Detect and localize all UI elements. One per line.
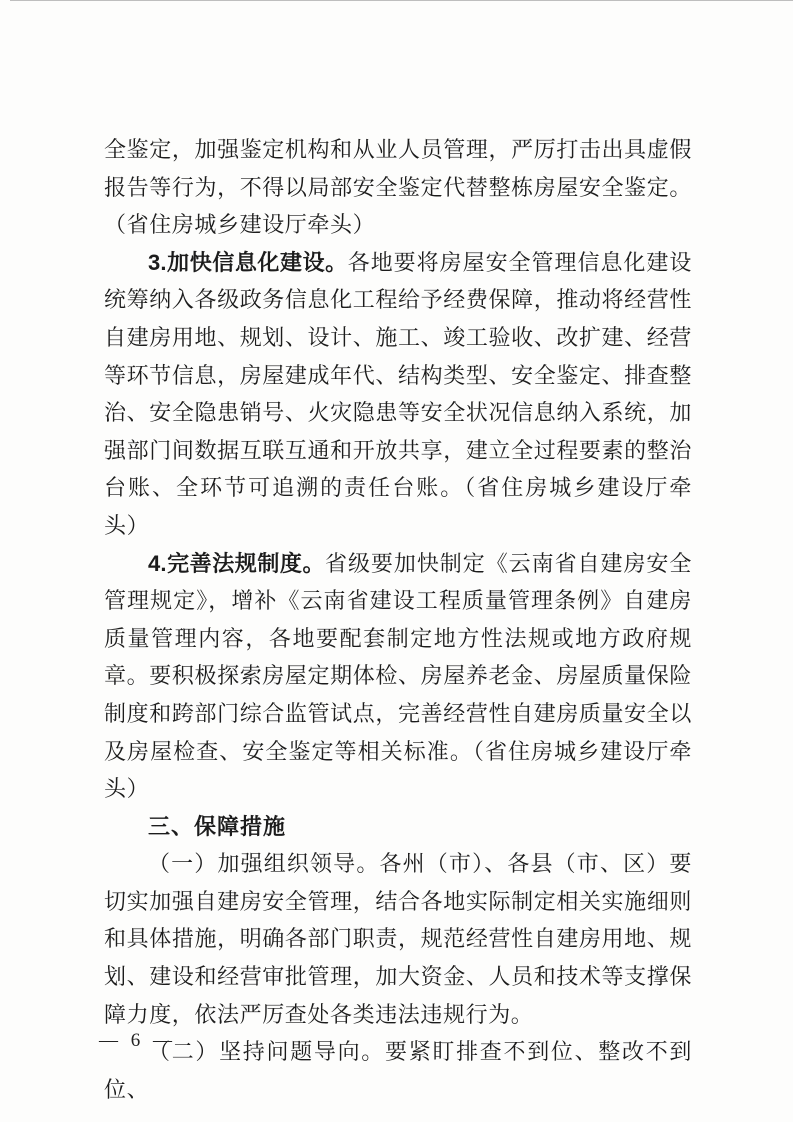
- body-paragraph-continuation: 全鉴定，加强鉴定机构和从业人员管理，严厉打击出具虚假报告等行为，不得以局部安全鉴定代替整栋房屋安全鉴定。（省住房城乡建设厅牵头）: [104, 137, 692, 238]
- item-3-lead: 3.加快信息化建设。: [148, 249, 348, 275]
- item-3-text: 各地要将房屋安全管理信息化建设统筹纳入各级政务信息化工程给予经费保障，推动将经营性自建房用地、规划、设计、施工、竣工验收、改扩建、经营等环节信息，房屋建成年代、结构类型、安全鉴定、排查整治、安全隐患销号、火灾隐患等安全状况信息纳入系统，加强部门间数据互联互通和开放共享，建立全过程要素的整治台账、全环节可追溯的责任台账。（省住房城乡建设厅牵头）: [104, 249, 692, 538]
- document-body: [104, 131, 692, 1108]
- body-paragraph-sub-1: （一）加强组织领导。各州（市）、各县（市、区）要切实加强自建房安全管理，结合各地实际制定相关实施细则和具体措施，明确各部门职责，规范经营性自建房用地、规划、建设和经营审批管理，加大资金、人员和技术等支撑保障力度，依法严厉查处各类违法违规行为。: [104, 851, 692, 1027]
- section-heading-safeguard-measures: 三、保障措施: [148, 813, 287, 839]
- body-paragraph-item-3: [104, 244, 692, 545]
- item-4-lead: 4.完善法规制度。: [148, 550, 326, 576]
- item-4-text: 省级要加快制定《云南省自建房安全管理规定》，增补《云南省建设工程质量管理条例》自建房质量管理内容，各地要配套制定地方性法规或地方政府规章。要积极探索房屋定期体检、房屋养老金、房屋质量保险制度和跨部门综合监管试点，完善经营性自建房质量安全以及房屋检查、安全鉴定等相关标准。（省住房城乡建设厅牵头）: [104, 550, 692, 802]
- page-number: — 6 —: [99, 1030, 176, 1051]
- body-paragraph-item-4: [104, 545, 692, 808]
- body-paragraph-sub-2: （二）坚持问题导向。要紧盯排查不到位、整改不到位、: [104, 1039, 692, 1102]
- scan-edge-artifact: [10, 0, 793, 1]
